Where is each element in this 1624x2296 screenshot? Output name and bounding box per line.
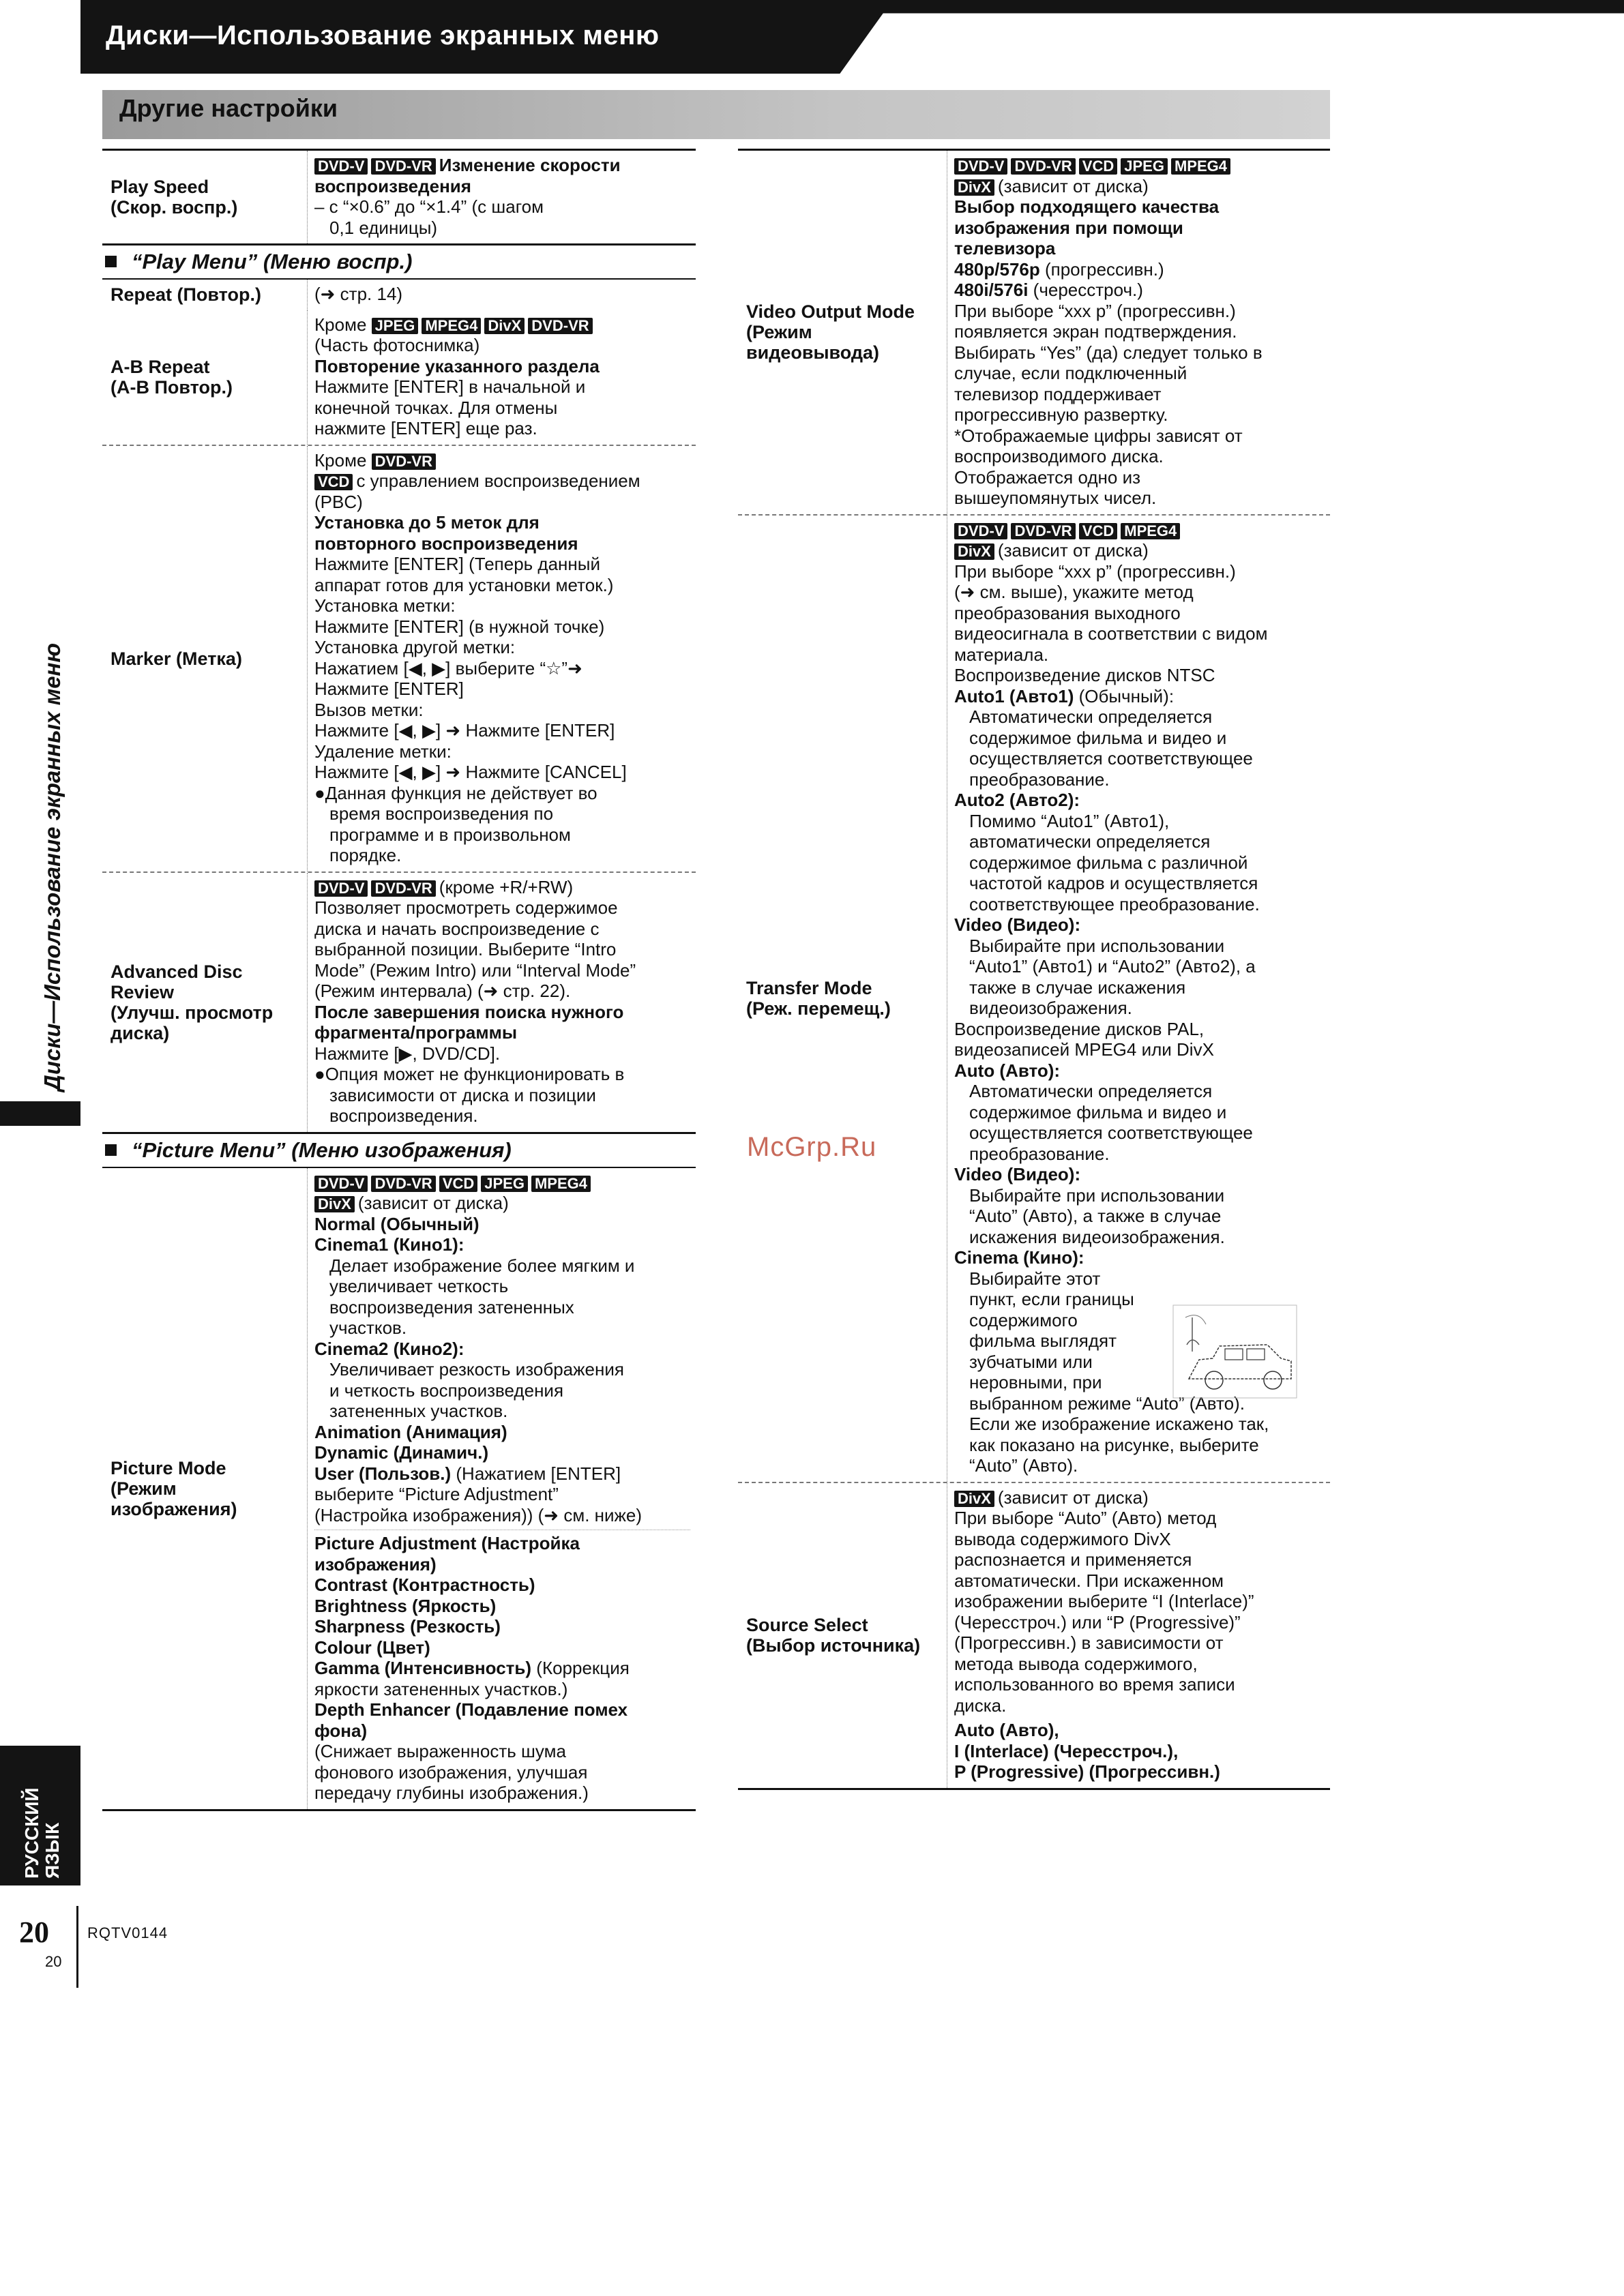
square-bullet-icon xyxy=(105,1144,117,1156)
label-repeat: Repeat (Повтор.) xyxy=(110,284,262,305)
disc-badge: DVD-V xyxy=(954,158,1007,175)
label-marker: Marker (Метка) xyxy=(110,648,242,669)
row-marker xyxy=(102,445,696,871)
disc-badge: MPEG4 xyxy=(1171,158,1230,175)
subheading-play-menu: “Play Menu” (Меню воспр.) xyxy=(102,243,696,278)
disc-badge: MPEG4 xyxy=(531,1176,591,1192)
disc-badge: MPEG4 xyxy=(422,318,481,334)
row-ab-repeat xyxy=(102,310,696,445)
footer-rule xyxy=(76,1906,78,1988)
content-video-output: DVD-V DVD-VR VCD JPEG MPEG4 DivX (зависит от диска) Выбор подходящего качества изображения при помощи телевизора 480p/576p (прогрессивн.) 480i/576i (чересстроч.) При выборе “xxx p” (прогрессивн.) появляется экран подтверждения. Выбирать “Yes” (да) следует только в случае, если подключенный телевизор поддерживает прогрессивную развертку. *Отображаемые цифры зависят от воспроизводимого диска. Отображается одно из вышеупомянутых чисел. xyxy=(947,151,1330,514)
disc-badge: DVD-V xyxy=(314,1176,368,1192)
content-picture-mode: DVD-V DVD-VR VCD JPEG MPEG4 DivX (зависит от диска) Normal (Обычный) Cinema1 (Кино1): Делает изображение более мягким и увеличивает четкость воспроизведения затененных участков. Cinema2 (Кино2): Увеличивает резкость изображения и четкость воспроизведения затененных участков. Animation (Анимация) Dynamic (Динамич.) User (Пользов.) (Нажатием [ENTER] выберите “Picture Adjustment” (Настройка изображения)) (➜ см. ниже) Picture Adjustment (Настройка изображения) Contrast (Контрастность) Brightness (Яркость) Sharpness (Резкость) Colour (Цвет) Gamma (Интенсивность) (Коррекция яркости затененных участков.) Depth Enhancer (Подавление помех фона) (Снижает выраженность шума фонового изображения, улучшая передачу глубины изображения.) xyxy=(307,1168,696,1809)
disc-badge: DivX xyxy=(954,543,994,560)
content-repeat: (➜ стр. 14) xyxy=(307,280,696,310)
page-number: 20 xyxy=(19,1915,49,1949)
disc-badge: DVD-VR xyxy=(371,1176,435,1192)
disc-badge: DivX xyxy=(954,179,994,196)
right-column xyxy=(738,149,1330,1790)
cinema-desc: Выбирайте этот пункт, если границы содержимого фильма выглядят зубчатыми или неровными, при xyxy=(969,1268,1134,1392)
content-play-speed: DVD-V DVD-VR Изменение скорости воспроизведения – с “×0.6” до “×1.4” (с шагом 0,1 единицы) xyxy=(307,151,696,243)
label-ab-repeat: A-B Repeat (A-B Повтор.) xyxy=(110,357,233,398)
disc-badge: DVD-VR xyxy=(371,880,435,897)
disc-badge: DVD-VR xyxy=(528,318,592,334)
jagged-car-illustration xyxy=(1172,1304,1298,1399)
language-tab xyxy=(0,1746,80,1885)
row-play-speed xyxy=(102,149,696,243)
sidebar-label: Диски—Использование экранных меню xyxy=(40,642,65,1091)
row-advanced-review xyxy=(102,871,696,1132)
label-video-output: Video Output Mode (Режим видеовывода) xyxy=(746,301,915,363)
disc-badge: MPEG4 xyxy=(1121,523,1180,539)
content-source-select: DivX (зависит от диска) При выборе “Auto” (Авто) метод вывода содержимого DivX распознается и применяется автоматически. При искаженном изображении выберите “I (Interlace)” (Чересстроч.) или “P (Progressive)” (Прогрессивн.) в зависимости от метода вывода содержимого, использованного во время записи диска. Auto (Авто), I (Interlace) (Чересстроч.), P (Progressive) (Прогрессивн.) xyxy=(947,1483,1330,1788)
content-marker: Кроме DVD-VR VCD с управлением воспроизведением (PBC) Установка до 5 меток для повторного воспроизведения Нажмите [ENTER] (Теперь данный аппарат готов для установки меток.) Установка метки: Нажмите [ENTER] (в нужной точке) Установка другой метки: Нажатием [◀, ▶] выберите “☆”➜ Нажмите [ENTER] Вызов метки: Нажмите [◀, ▶] ➜ Нажмите [ENTER] Удаление метки: Нажмите [◀, ▶] ➜ Нажмите [CANCEL] ●Данная функция не действует во время воспроизведения по программе и в произвольном порядке. xyxy=(307,446,696,871)
section-title: Другие настройки xyxy=(119,94,338,122)
label-play-speed: Play Speed (Скор. воспр.) xyxy=(110,177,238,218)
square-bullet-icon xyxy=(105,256,117,267)
watermark: McGrp.Ru xyxy=(747,1132,877,1162)
row-source-select xyxy=(738,1482,1330,1790)
row-repeat xyxy=(102,278,696,310)
disc-badge: DivX xyxy=(314,1196,355,1212)
disc-badge: VCD xyxy=(1079,158,1117,175)
content-ab-repeat: Кроме JPEG MPEG4 DivX DVD-VR (Часть фотоснимка) Повторение указанного раздела Нажмите [ENTER] в начальной и конечной точках. Для отмены нажмите [ENTER] еще раз. xyxy=(307,310,696,445)
content-transfer-mode: DVD-V DVD-VR VCD MPEG4 DivX (зависит от диска) При выборе “xxx p” (прогрессивн.) (➜ см. выше), укажите метод преобразования выходного видеосигнала в соответствии с видом материала. Воспроизведение дисков NTSC Auto1 (Авто1) (Обычный): Автоматически определяется содержимое фильма и видео и осуществляется соответствующее преобразование. Auto2 (Авто2): Помимо “Auto1” (Авто1), автоматически определяется содержимое фильма с различной частотой кадров и осуществляется соответствующее преобразование. Video (Видео): Выбирайте при использовании “Auto1” (Авто1) и “Auto2” (Авто2), а также в случае искажения видеоизображения. Воспроизведение дисков PAL, видеозаписей MPEG4 или DivX Auto (Авто): Автоматически определяется содержимое фильма и видео и осуществляется соответствующее преобразование. Video (Видео): Выбирайте при использовании “Auto” (Авто), а также в случае искажения видеоизображения. Cinema (Кино): Выбирайте этот пункт, если границы содержимого фильма выглядят зубчатыми или неровными, при выбранном режиме “Auto” (Авто). Если же изображение искажено так, как показано на рисунке, выберите “Auto” (Авто). xyxy=(947,516,1330,1482)
document-code: RQTV0144 xyxy=(87,1924,168,1941)
disc-badge: DivX xyxy=(484,318,525,334)
disc-badge: DVD-VR xyxy=(371,158,435,175)
disc-badge: DVD-V xyxy=(314,880,368,897)
disc-badge: DVD-VR xyxy=(1011,158,1075,175)
disc-badge: DVD-V xyxy=(954,523,1007,539)
left-column xyxy=(102,149,696,1811)
label-picture-mode: Picture Mode (Режим изображения) xyxy=(110,1457,237,1519)
disc-badge: DVD-V xyxy=(314,158,368,175)
disc-badge: JPEG xyxy=(1121,158,1168,175)
picture-adjustment-block: Picture Adjustment (Настройка изображения) Contrast (Контрастность) Brightness (Яркость) Sharpness (Резкость) Colour (Цвет) Gamma (Интенсивность) (Коррекция яркости затененных участков.) Depth Enhancer (Подавление помех фона) (Снижает выраженность шума фонового изображения, улучшая передачу глубины изображения.) xyxy=(314,1530,690,1804)
page-title: Диски—Использование экранных меню xyxy=(106,20,660,50)
subheading-picture-menu: “Picture Menu” (Меню изображения) xyxy=(102,1132,696,1167)
disc-badge: DVD-VR xyxy=(1011,523,1075,539)
label-transfer-mode: Transfer Mode (Реж. перемещ.) xyxy=(746,978,891,1019)
disc-badge: VCD xyxy=(1079,523,1117,539)
disc-badge: DivX xyxy=(954,1491,994,1507)
page-number-small: 20 xyxy=(45,1953,62,1970)
label-advanced-review: Advanced Disc Review (Улучш. просмотр диска) xyxy=(110,961,274,1043)
row-video-output xyxy=(738,149,1330,514)
disc-badge: JPEG xyxy=(481,1176,528,1192)
disc-badge: JPEG xyxy=(372,318,419,334)
content-advanced-review: DVD-V DVD-VR (кроме +R/+RW) Позволяет просмотреть содержимое диска и начать воспроизведение с выбранной позиции. Выберите “Intro Mode” (Режим Intro) или “Interval Mode” (Режим интервала) (➜ стр. 22). После завершения поиска нужного фрагмента/программы Нажмите [▶, DVD/CD]. ●Опция может не функционировать в зависимости от диска и позиции воспроизведения. xyxy=(307,873,696,1132)
sidebar-bar xyxy=(0,1101,80,1126)
disc-badge: DVD-VR xyxy=(372,453,436,470)
label-source-select: Source Select (Выбор источника) xyxy=(746,1615,921,1656)
language-tab-text: РУССКИЙ ЯЗЫК xyxy=(21,1787,63,1879)
row-picture-mode xyxy=(102,1167,696,1811)
disc-badge: VCD xyxy=(439,1176,477,1192)
disc-badge: VCD xyxy=(314,474,353,490)
